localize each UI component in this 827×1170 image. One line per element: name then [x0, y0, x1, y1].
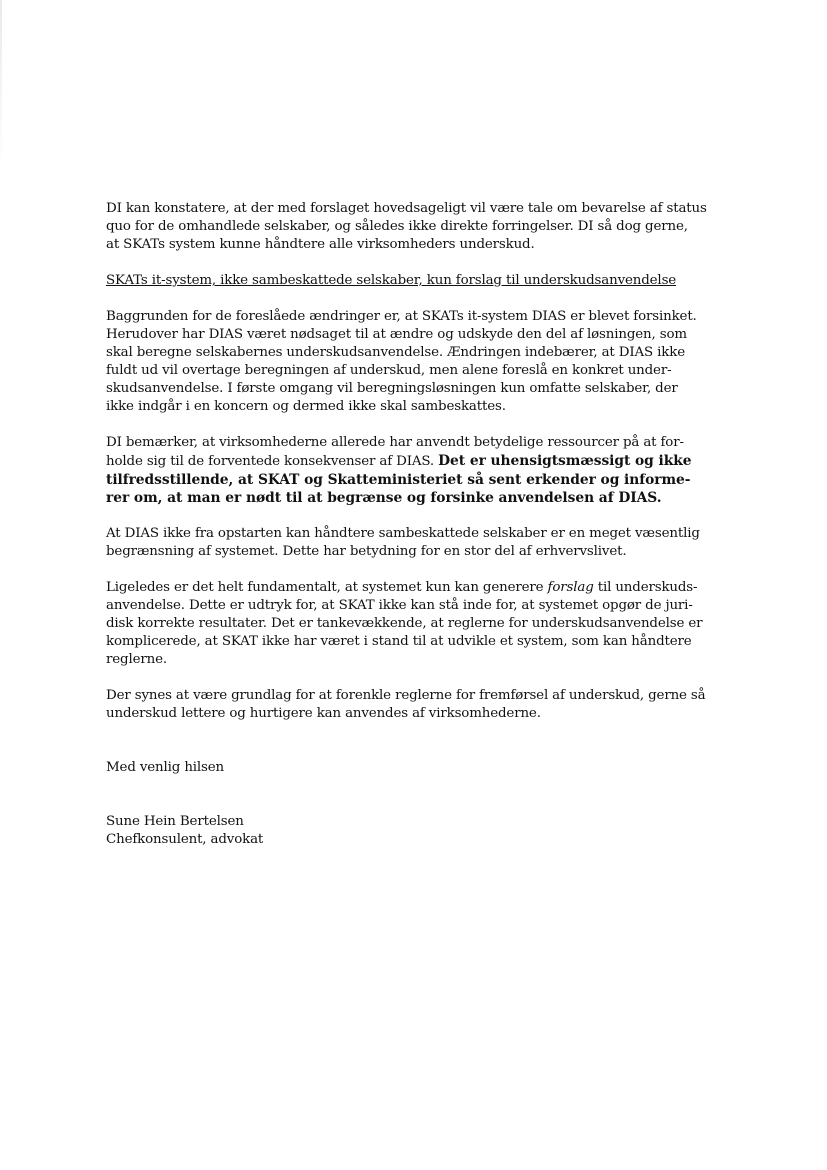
text-line: fuldt ud vil overtage beregningen af underskud, men alene foreslå en konkret under- [106, 363, 672, 378]
text-italic: forslag [547, 580, 594, 595]
text-emphasis: Det er uhensigtsmæssigt og ikke [438, 453, 692, 469]
text-line: anvendelse. Dette er udtryk for, at SKAT ikke kan stå inde for, at systemet opgør de juri- [106, 598, 693, 613]
text-line: ikke indgår i en koncern og dermed ikke skal sambeskattes. [106, 399, 506, 414]
text-line [106, 579, 698, 597]
text-plain: til underskuds- [593, 580, 698, 595]
paragraph-limitation [106, 525, 700, 561]
paragraph-background [106, 308, 697, 416]
text-line: underskud lettere og hurtigere kan anvendes af virksomhederne. [106, 706, 541, 721]
paragraph-simplify [106, 687, 706, 723]
text-line: disk korrekte resultater. Det er tankevækkende, at reglerne for underskudsanvendelse er [106, 616, 703, 631]
text-line: Baggrunden for de foreslåede ændringer er, at SKATs it-system DIAS er blevet forsinket. [106, 309, 697, 324]
text-line: At DIAS ikke fra opstarten kan håndtere sambeskattede selskaber er en meget væsentlig [106, 526, 700, 541]
text-plain: Ligeledes er det helt fundamentalt, at systemet kun kan generere [106, 580, 548, 595]
text-line: at SKATs system kunne håndtere alle virksomheders underskud. [106, 237, 535, 252]
letter-body [106, 200, 707, 867]
text-line: skudsanvendelse. I første omgang vil beregningsløsningen kun omfatte selskaber, der [106, 381, 678, 396]
signature-title: Chefkonsulent, advokat [106, 832, 264, 847]
paragraph-status-quo [106, 200, 707, 254]
text-line: begrænsning af systemet. Dette har betydning for en stor del af erhvervslivet. [106, 544, 627, 559]
text-line: skal beregne selskabernes underskudsanvendelse. Ændringen indebærer, at DIAS ikke [106, 345, 685, 360]
text-line: reglerne. [106, 652, 167, 667]
signature-block [106, 813, 678, 849]
text-line [106, 452, 692, 471]
scan-edge-mark [0, 0, 2, 170]
text-emphasis-line: tilfredsstillende, at SKAT og Skatteministeriet så sent erkender og informe- [106, 472, 691, 488]
text-line: Der synes at være grundlag for at forenkle reglerne for fremførsel af underskud, gerne så [106, 688, 706, 703]
text-line: quo for de omhandlede selskaber, og således ikke direkte forringelser. DI så dog gerne, [106, 219, 688, 234]
paragraph-di-remarks [106, 434, 692, 507]
text-line: DI bemærker, at virksomhederne allerede har anvendt betydelige ressourcer på at for- [106, 435, 684, 450]
text-line: Herudover har DIAS været nødsaget til at ændre og udskyde den del af løsningen, som [106, 327, 687, 342]
closing-greeting: Med venlig hilsen [106, 760, 225, 775]
section-heading: SKATs it-system, ikke sambeskattede selskaber, kun forslag til underskudsanvendelse [106, 273, 677, 288]
text-line: DI kan konstatere, at der med forslaget hovedsageligt vil være tale om bevarelse af status [106, 201, 707, 216]
text-line: komplicerede, at SKAT ikke har været i stand til at udvikle et system, som kan håndtere [106, 634, 692, 649]
paragraph-fundamental [106, 579, 703, 669]
signature-name: Sune Hein Bertelsen [106, 814, 244, 829]
text-plain: holde sig til de forventede konsekvenser af DIAS. [106, 454, 439, 469]
text-emphasis-line: rer om, at man er nødt til at begrænse og forsinke anvendelsen af DIAS. [106, 490, 662, 506]
